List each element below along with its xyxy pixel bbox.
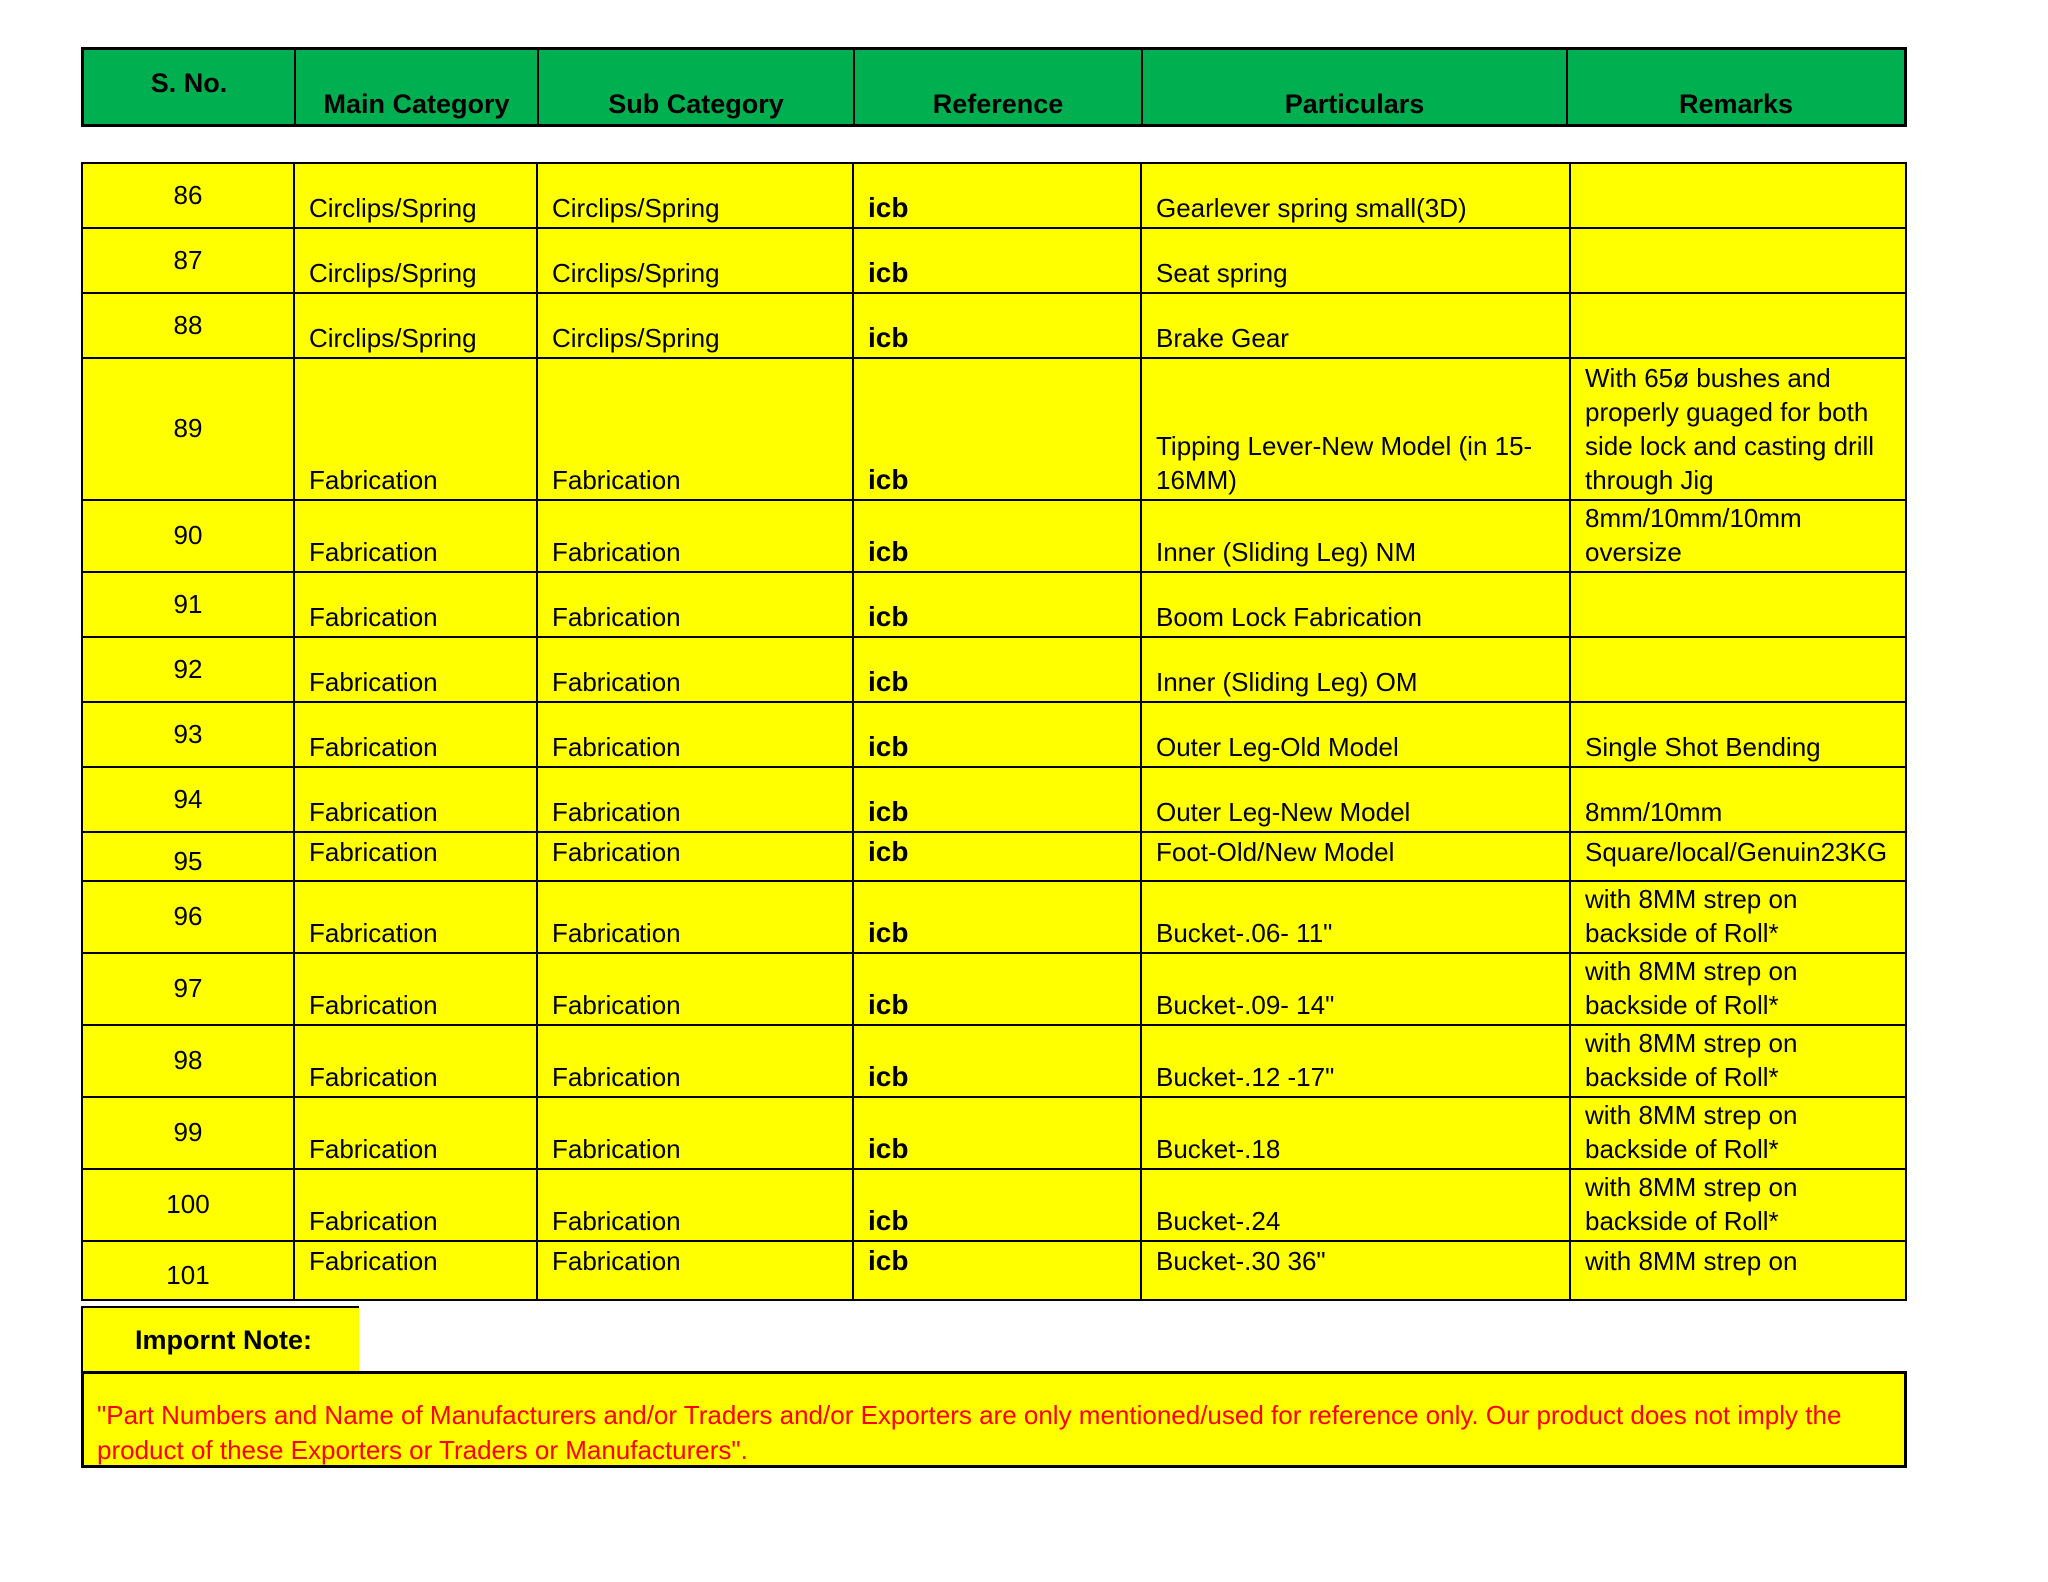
cell-text: icb bbox=[868, 464, 909, 495]
cell-sub bbox=[538, 638, 854, 701]
table-row bbox=[83, 703, 1905, 768]
cell-text: 8mm/10mm bbox=[1585, 797, 1723, 827]
cell-particulars bbox=[1142, 833, 1571, 880]
cell-text: 100 bbox=[166, 1189, 210, 1219]
cell-main bbox=[295, 359, 538, 499]
table-row bbox=[83, 1098, 1905, 1170]
cell-text: Circlips/Spring bbox=[552, 193, 720, 223]
table-row bbox=[83, 638, 1905, 703]
cell-particulars bbox=[1142, 638, 1571, 701]
cell-text: Fabrication bbox=[309, 667, 438, 697]
cell-text: Fabrication bbox=[552, 1062, 681, 1092]
cell-text: Bucket-.18 bbox=[1156, 1134, 1281, 1164]
cell-main bbox=[295, 1170, 538, 1240]
cell-remarks bbox=[1571, 1242, 1905, 1301]
cell-text: 88 bbox=[173, 310, 203, 340]
cell-particulars bbox=[1142, 164, 1571, 227]
cell-particulars bbox=[1142, 359, 1571, 499]
table-row bbox=[83, 501, 1905, 573]
cell-particulars bbox=[1142, 1242, 1571, 1301]
table-row bbox=[83, 359, 1905, 501]
cell-sub bbox=[538, 164, 854, 227]
header-main-category bbox=[296, 50, 539, 124]
table-row bbox=[83, 1170, 1905, 1242]
cell-particulars bbox=[1142, 294, 1571, 357]
cell-main bbox=[295, 573, 538, 636]
cell-remarks bbox=[1571, 954, 1905, 1024]
cell-text: icb bbox=[868, 731, 909, 762]
cell-text: icb bbox=[868, 1205, 909, 1236]
cell-sno bbox=[83, 1098, 295, 1168]
table-row bbox=[83, 1242, 1905, 1301]
cell-remarks bbox=[1571, 359, 1905, 499]
cell-text: with 8MM strep on backside of Roll* bbox=[1585, 956, 1798, 1020]
cell-main bbox=[295, 164, 538, 227]
cell-particulars bbox=[1142, 1170, 1571, 1240]
cell-sub bbox=[538, 229, 854, 292]
table-row bbox=[83, 882, 1905, 954]
cell-text: Fabrication bbox=[552, 1206, 681, 1236]
cell-text: 86 bbox=[173, 180, 203, 210]
cell-text: 93 bbox=[173, 719, 203, 749]
cell-text: 99 bbox=[173, 1117, 203, 1147]
cell-text: Fabrication bbox=[552, 918, 681, 948]
cell-sno bbox=[83, 164, 295, 227]
cell-text: 90 bbox=[173, 520, 203, 550]
cell-text: Fabrication bbox=[552, 602, 681, 632]
cell-ref bbox=[854, 229, 1142, 292]
note-label bbox=[81, 1306, 359, 1372]
cell-text: 94 bbox=[173, 784, 203, 814]
header-sub-category-label: Sub Category bbox=[608, 89, 784, 119]
cell-sno bbox=[83, 882, 295, 952]
cell-sno bbox=[83, 1026, 295, 1096]
cell-ref bbox=[854, 833, 1142, 880]
cell-ref bbox=[854, 954, 1142, 1024]
cell-text: icb bbox=[868, 989, 909, 1020]
cell-text: 96 bbox=[173, 901, 203, 931]
cell-text: with 8MM strep on bbox=[1585, 1246, 1798, 1276]
cell-remarks bbox=[1571, 833, 1905, 880]
cell-text: Tipping Lever-New Model (in 15-16MM) bbox=[1156, 431, 1533, 495]
cell-remarks bbox=[1571, 294, 1905, 357]
cell-sub bbox=[538, 1026, 854, 1096]
cell-text: 101 bbox=[166, 1260, 210, 1290]
cell-main bbox=[295, 294, 538, 357]
cell-text: icb bbox=[868, 257, 909, 288]
cell-text: Fabrication bbox=[309, 918, 438, 948]
cell-remarks bbox=[1571, 164, 1905, 227]
table-header bbox=[81, 47, 1907, 127]
cell-text: Foot-Old/New Model bbox=[1156, 837, 1395, 867]
cell-text: 87 bbox=[173, 245, 203, 275]
cell-remarks bbox=[1571, 1026, 1905, 1096]
header-sno bbox=[84, 50, 296, 124]
cell-ref bbox=[854, 501, 1142, 571]
cell-sub bbox=[538, 703, 854, 766]
cell-text: Circlips/Spring bbox=[552, 323, 720, 353]
cell-particulars bbox=[1142, 703, 1571, 766]
header-remarks bbox=[1568, 50, 1904, 124]
cell-ref bbox=[854, 882, 1142, 952]
cell-ref bbox=[854, 638, 1142, 701]
cell-main bbox=[295, 768, 538, 831]
cell-sno bbox=[83, 954, 295, 1024]
note-text: "Part Numbers and Name of Manufacturers and/or Traders and/or Exporters are only mentioned/used for reference only. Our product does not imply the product of these Exporters or Traders or Manufacturers". bbox=[97, 1400, 1842, 1465]
table-row bbox=[83, 573, 1905, 638]
header-particulars bbox=[1143, 50, 1568, 124]
cell-text: icb bbox=[868, 796, 909, 827]
cell-sno bbox=[83, 768, 295, 831]
cell-text: Circlips/Spring bbox=[309, 193, 477, 223]
cell-ref bbox=[854, 1026, 1142, 1096]
cell-particulars bbox=[1142, 1026, 1571, 1096]
cell-text: Outer Leg-New Model bbox=[1156, 797, 1411, 827]
cell-main bbox=[295, 1098, 538, 1168]
cell-particulars bbox=[1142, 573, 1571, 636]
cell-text: Fabrication bbox=[309, 465, 438, 495]
cell-main bbox=[295, 882, 538, 952]
header-reference bbox=[855, 50, 1143, 124]
cell-ref bbox=[854, 573, 1142, 636]
cell-sub bbox=[538, 882, 854, 952]
cell-text: Fabrication bbox=[309, 990, 438, 1020]
cell-remarks bbox=[1571, 768, 1905, 831]
cell-sno bbox=[83, 703, 295, 766]
cell-text: Fabrication bbox=[552, 837, 681, 867]
cell-sub bbox=[538, 573, 854, 636]
cell-text: Inner (Sliding Leg) NM bbox=[1156, 537, 1417, 567]
cell-text: icb bbox=[868, 192, 909, 223]
table-row bbox=[83, 768, 1905, 833]
cell-sub bbox=[538, 1098, 854, 1168]
cell-text: with 8MM strep on backside of Roll* bbox=[1585, 1172, 1798, 1236]
cell-sno bbox=[83, 294, 295, 357]
cell-remarks bbox=[1571, 573, 1905, 636]
cell-remarks bbox=[1571, 229, 1905, 292]
cell-text: Fabrication bbox=[552, 537, 681, 567]
cell-sub bbox=[538, 833, 854, 880]
cell-particulars bbox=[1142, 1098, 1571, 1168]
cell-text: with 8MM strep on backside of Roll* bbox=[1585, 1100, 1798, 1164]
cell-text: Fabrication bbox=[309, 1062, 438, 1092]
cell-text: 89 bbox=[173, 413, 203, 443]
cell-text: 91 bbox=[173, 589, 203, 619]
cell-text: 98 bbox=[173, 1045, 203, 1075]
cell-text: Seat spring bbox=[1156, 258, 1288, 288]
cell-main bbox=[295, 954, 538, 1024]
cell-text: Fabrication bbox=[552, 990, 681, 1020]
cell-sno bbox=[83, 229, 295, 292]
cell-remarks bbox=[1571, 703, 1905, 766]
cell-text: Inner (Sliding Leg) OM bbox=[1156, 667, 1418, 697]
cell-remarks bbox=[1571, 638, 1905, 701]
cell-ref bbox=[854, 703, 1142, 766]
cell-text: Bucket-.24 bbox=[1156, 1206, 1281, 1236]
cell-ref bbox=[854, 359, 1142, 499]
cell-ref bbox=[854, 768, 1142, 831]
cell-sno bbox=[83, 501, 295, 571]
cell-sno bbox=[83, 1170, 295, 1240]
cell-particulars bbox=[1142, 954, 1571, 1024]
cell-text: icb bbox=[868, 536, 909, 567]
cell-text: Bucket-.06- 11" bbox=[1156, 918, 1333, 948]
cell-main bbox=[295, 833, 538, 880]
cell-text: icb bbox=[868, 322, 909, 353]
cell-sub bbox=[538, 768, 854, 831]
cell-text: with 8MM strep on backside of Roll* bbox=[1585, 1028, 1798, 1092]
cell-text: Fabrication bbox=[552, 667, 681, 697]
note-label-text: Impornt Note: bbox=[135, 1325, 312, 1355]
cell-text: Fabrication bbox=[552, 797, 681, 827]
cell-text: Fabrication bbox=[552, 1246, 681, 1276]
cell-remarks bbox=[1571, 882, 1905, 952]
cell-text: Fabrication bbox=[309, 602, 438, 632]
cell-sub bbox=[538, 294, 854, 357]
cell-ref bbox=[854, 1098, 1142, 1168]
cell-ref bbox=[854, 1242, 1142, 1301]
cell-text: Single Shot Bending bbox=[1585, 732, 1821, 762]
table-row bbox=[83, 294, 1905, 359]
cell-text: Fabrication bbox=[552, 732, 681, 762]
cell-sno bbox=[83, 833, 295, 880]
cell-text: Brake Gear bbox=[1156, 323, 1289, 353]
cell-text: Fabrication bbox=[309, 1134, 438, 1164]
cell-text: 8mm/10mm/10mm oversize bbox=[1585, 503, 1802, 567]
cell-text: icb bbox=[868, 917, 909, 948]
cell-particulars bbox=[1142, 768, 1571, 831]
cell-text: Circlips/Spring bbox=[309, 323, 477, 353]
cell-sno bbox=[83, 638, 295, 701]
cell-sub bbox=[538, 1170, 854, 1240]
header-particulars-label: Particulars bbox=[1284, 89, 1425, 119]
cell-remarks bbox=[1571, 501, 1905, 571]
cell-text: With 65ø bushes and properly guaged for both side lock and casting drill through Jig bbox=[1585, 363, 1875, 495]
cell-main bbox=[295, 1026, 538, 1096]
cell-text: icb bbox=[868, 1061, 909, 1092]
cell-text: Bucket-.12 -17" bbox=[1156, 1062, 1335, 1092]
note-box bbox=[81, 1371, 1907, 1468]
header-main-category-label: Main Category bbox=[323, 89, 510, 119]
cell-text: with 8MM strep on backside of Roll* bbox=[1585, 884, 1798, 948]
cell-sub bbox=[538, 359, 854, 499]
cell-text: Circlips/Spring bbox=[552, 258, 720, 288]
cell-ref bbox=[854, 164, 1142, 227]
cell-text: Square/local/Genuin23KG bbox=[1585, 837, 1888, 867]
cell-main bbox=[295, 638, 538, 701]
cell-main bbox=[295, 501, 538, 571]
cell-text: Fabrication bbox=[309, 837, 438, 867]
cell-sub bbox=[538, 1242, 854, 1301]
cell-sno bbox=[83, 573, 295, 636]
cell-text: Bucket-.30 36" bbox=[1156, 1246, 1326, 1276]
cell-text: Circlips/Spring bbox=[309, 258, 477, 288]
cell-sub bbox=[538, 501, 854, 571]
cell-text: icb bbox=[868, 666, 909, 697]
header-reference-label: Reference bbox=[932, 89, 1064, 119]
cell-text: Boom Lock Fabrication bbox=[1156, 602, 1422, 632]
cell-remarks bbox=[1571, 1170, 1905, 1240]
cell-text: Fabrication bbox=[309, 797, 438, 827]
cell-text: icb bbox=[868, 1133, 909, 1164]
cell-text: Fabrication bbox=[552, 1134, 681, 1164]
cell-main bbox=[295, 703, 538, 766]
table-row bbox=[83, 833, 1905, 882]
table-row bbox=[83, 954, 1905, 1026]
cell-text: Outer Leg-Old Model bbox=[1156, 732, 1399, 762]
cell-ref bbox=[854, 294, 1142, 357]
header-remarks-label: Remarks bbox=[1678, 89, 1794, 119]
cell-text: Fabrication bbox=[552, 465, 681, 495]
cell-text: 92 bbox=[173, 654, 203, 684]
cell-text: Fabrication bbox=[309, 1206, 438, 1236]
cell-particulars bbox=[1142, 882, 1571, 952]
cell-text: Fabrication bbox=[309, 1246, 438, 1276]
cell-particulars bbox=[1142, 229, 1571, 292]
cell-ref bbox=[854, 1170, 1142, 1240]
parts-table-body bbox=[81, 162, 1907, 1301]
cell-text: icb bbox=[868, 1245, 909, 1276]
cell-text: Gearlever spring small(3D) bbox=[1156, 193, 1467, 223]
cell-text: 95 bbox=[173, 846, 203, 876]
cell-text: 97 bbox=[173, 973, 203, 1003]
header-sub-category bbox=[539, 50, 855, 124]
cell-text: icb bbox=[868, 601, 909, 632]
cell-sub bbox=[538, 954, 854, 1024]
cell-main bbox=[295, 229, 538, 292]
cell-sno bbox=[83, 359, 295, 499]
cell-sno bbox=[83, 1242, 295, 1301]
table-row bbox=[83, 164, 1905, 229]
cell-text: icb bbox=[868, 836, 909, 867]
table-row bbox=[83, 1026, 1905, 1098]
cell-main bbox=[295, 1242, 538, 1301]
cell-text: Fabrication bbox=[309, 732, 438, 762]
table-row bbox=[83, 229, 1905, 294]
cell-text: Bucket-.09- 14" bbox=[1156, 990, 1335, 1020]
cell-particulars bbox=[1142, 501, 1571, 571]
cell-remarks bbox=[1571, 1098, 1905, 1168]
cell-text: Fabrication bbox=[309, 537, 438, 567]
header-sno-label: S. No. bbox=[150, 68, 228, 98]
